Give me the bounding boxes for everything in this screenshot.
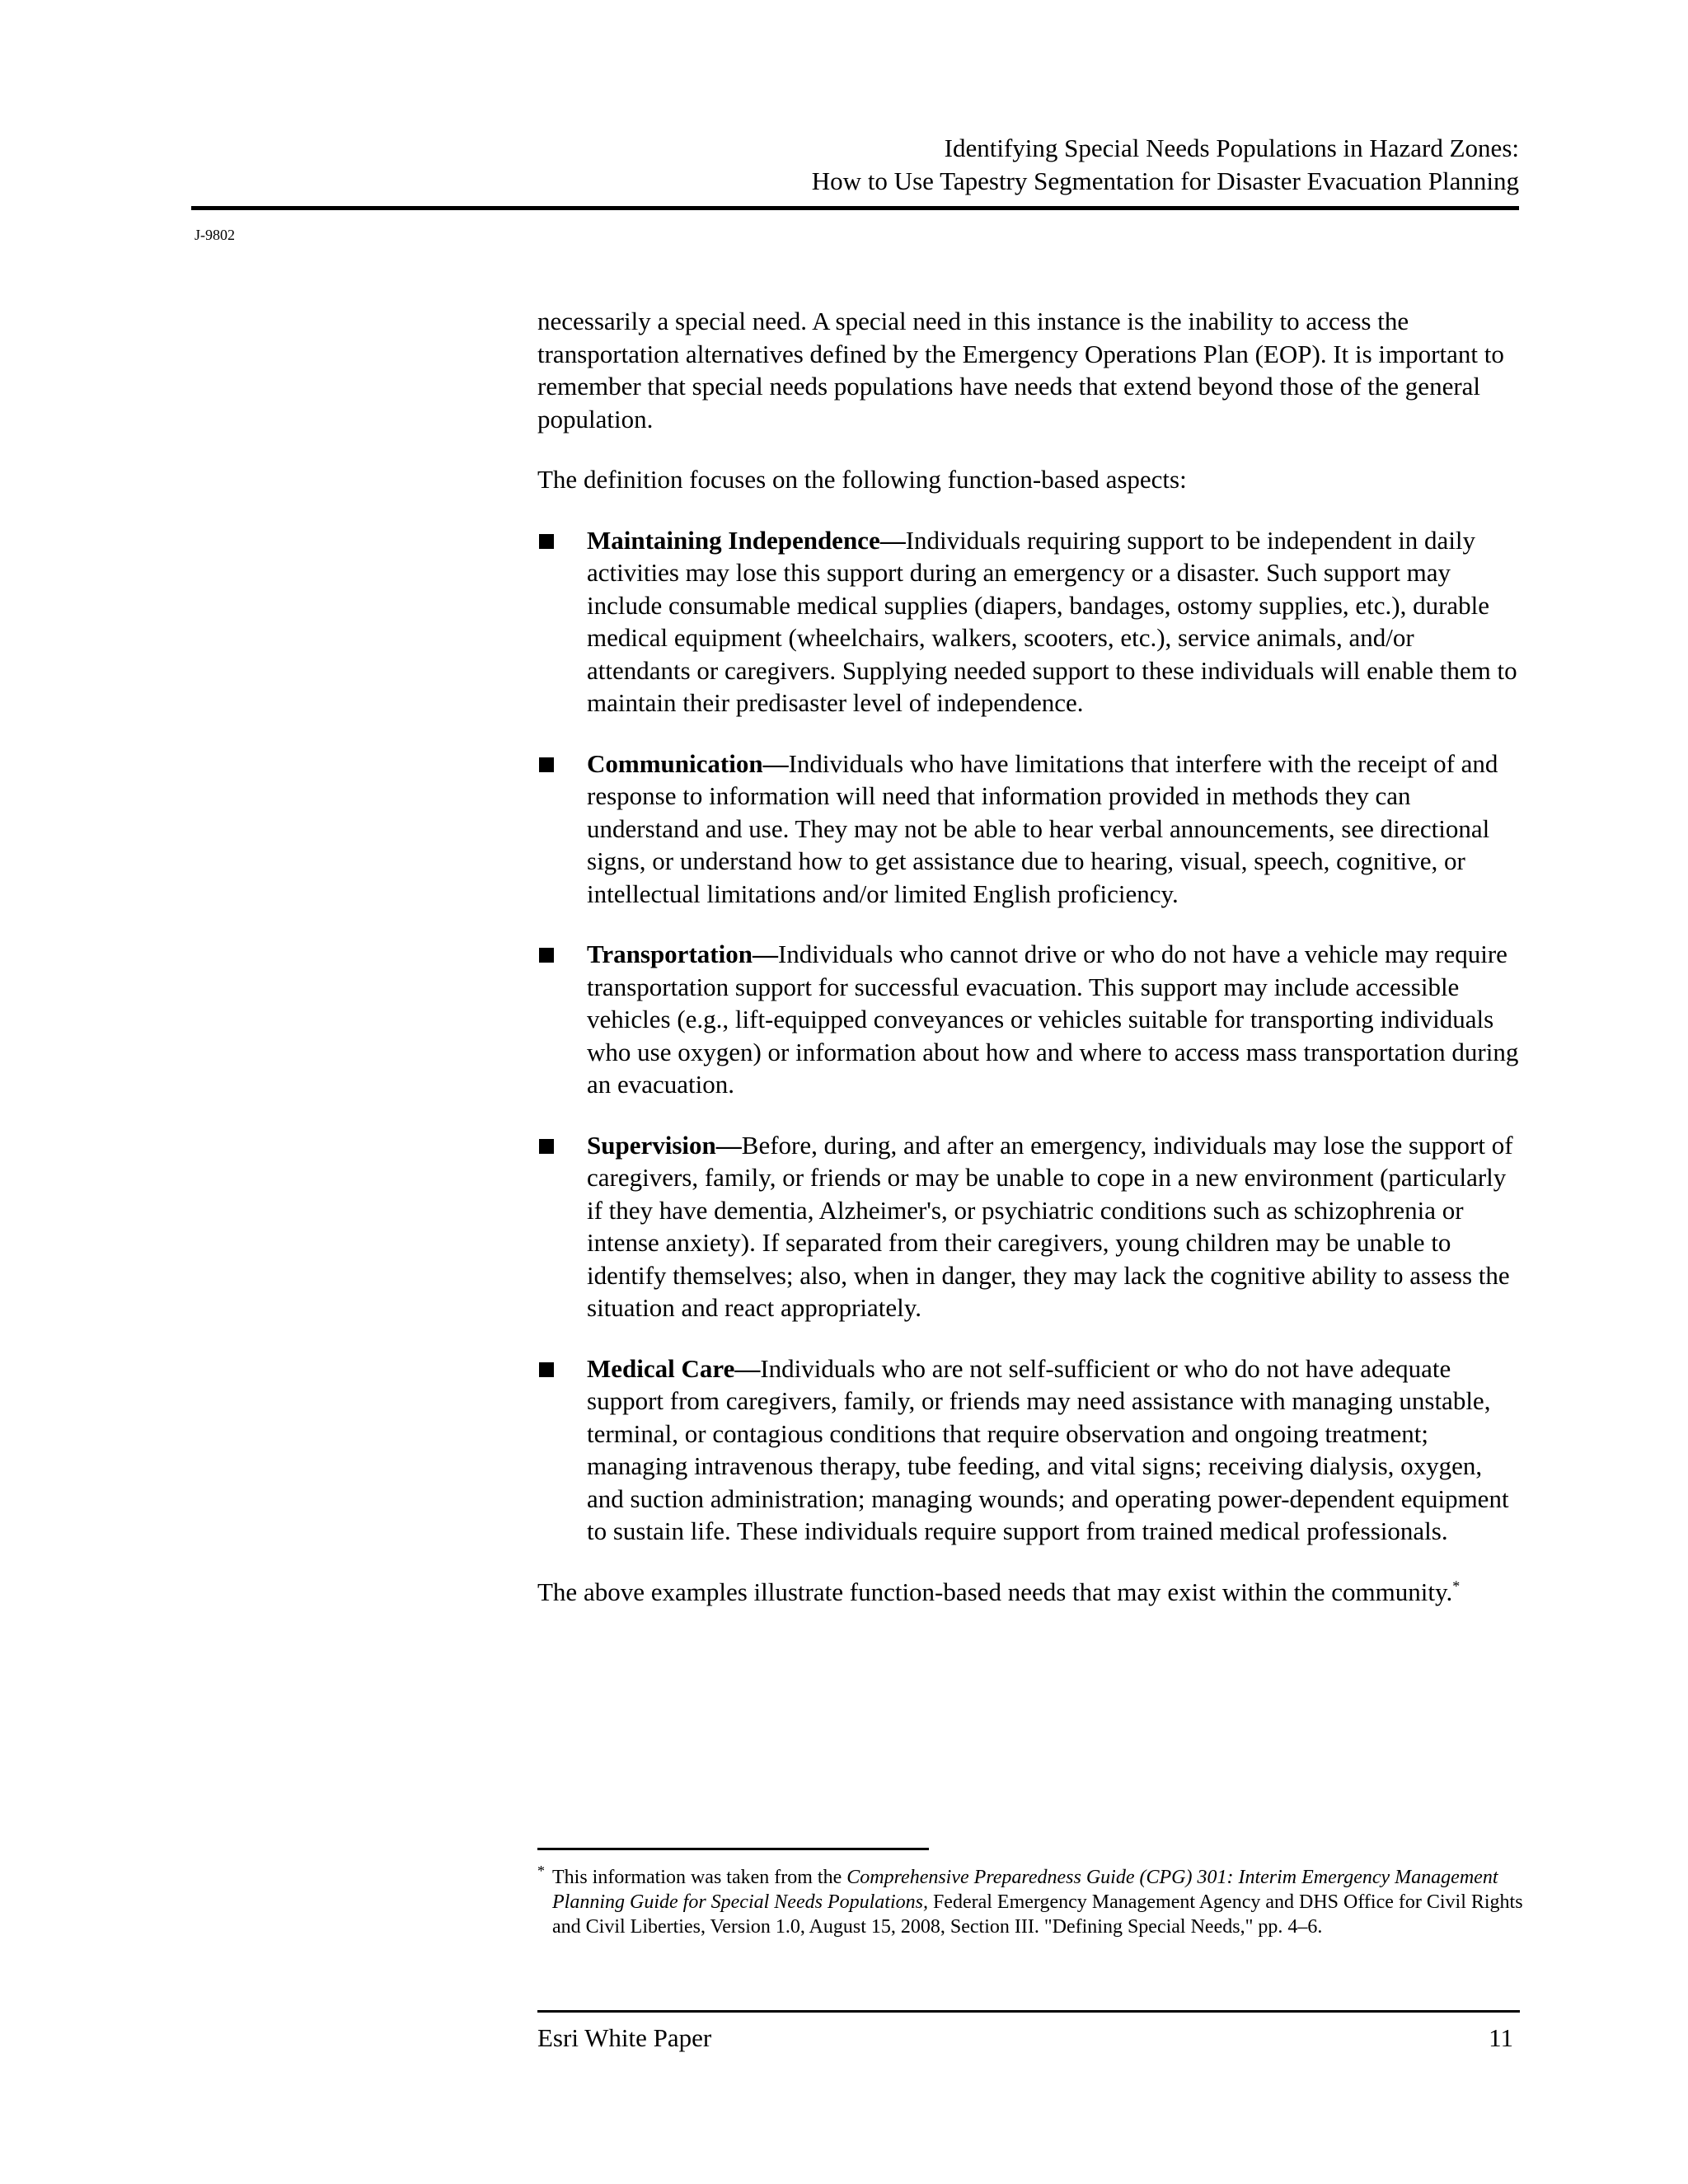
page-number: 11 (1489, 2023, 1513, 2052)
bullet-text: Individuals requiring support to be independent in daily activities may lose this support during an emergency or a disaster. Such support may include consumable medical supplies (diapers, bandages, ostomy supplies, etc.), durable medical equipment (wheelchairs, walkers, scooters, etc.), service animals, and/or attendants or caregivers. Supplying needed support to these individuals will enable them to maintain their predisaster level of independence. (587, 525, 1517, 717)
bullet-term: Communication— (587, 748, 789, 778)
closing-text: The above examples illustrate function-based needs that may exist within the community. (537, 1577, 1453, 1606)
bullet-text: Individuals who are not self-sufficient or who do not have adequate support from caregivers, family, or friends may need assistance with managing unstable, terminal, or contagious conditions that require observation and ongoing treatment; managing intravenous therapy, tube feeding, and vital signs; receiving dialysis, oxygen, and suction administration; managing wounds; and operating power-dependent equipment to sustain life. These individuals require support from trained medical professionals. (587, 1353, 1509, 1545)
header-divider (191, 206, 1519, 210)
bullet-text: Before, during, and after an emergency, individuals may lose the support of caregivers, family, or friends or may be unable to cope in a new environment (particularly if they have dementia, Alzheimer's, or psychiatric conditions such as schizophrenia or intense anxiety). If separated from their caregivers, young children may be unable to identify themselves; also, when in danger, they may lack the cognitive ability to assess the situation and react appropriately. (587, 1130, 1513, 1322)
footnote-suffix: Federal Emergency Management Agency and DHS Office for Civil Rights and Civil Liberties, Version 1.0, August 15, 2008, Section III. "Defining Special Needs," pp. 4–6. (552, 1891, 1523, 1938)
footnote (537, 1865, 1523, 1939)
intro-paragraph: necessarily a special need. A special need in this instance is the inability to access the transportation alternatives defined by the Emergency Operations Plan (EOP). It is important to remember that special needs populations have needs that extend beyond those of the general population. (537, 307, 1504, 434)
footer-divider (537, 2010, 1520, 2013)
footnote-mark: * (537, 1863, 545, 1879)
square-bullet-icon (539, 757, 554, 772)
footnote-source-title: Comprehensive Preparedness Guide (CPG) 301: Interim Emergency Management Planning Guide for Special Needs Populations, (552, 1867, 1498, 1913)
square-bullet-icon (539, 948, 554, 963)
footnote-reference[interactable]: * (1452, 1577, 1461, 1595)
bullet-term: Medical Care— (587, 1353, 761, 1383)
page-header (448, 132, 1519, 198)
footnote-divider (537, 1848, 929, 1850)
document-id: J-9802 (195, 227, 235, 243)
list-item (537, 1129, 1523, 1324)
bullet-text: Individuals who have limitations that interfere with the receipt of and response to information will need that information provided in methods they can understand and use. They may not be able to hear verbal announcements, see directional signs, or understand how to get assistance due to hearing, visual, speech, cognitive, or intellectual limitations and/or limited English proficiency. (587, 748, 1498, 908)
bullet-term: Maintaining Independence— (587, 525, 906, 555)
bullet-term: Supervision— (587, 1130, 742, 1160)
body-text (537, 305, 1523, 1636)
bullet-term: Transportation— (587, 940, 778, 968)
list-item (537, 1352, 1523, 1548)
square-bullet-icon (539, 1362, 554, 1377)
footnote-text (537, 1865, 1523, 1939)
closing-paragraph (537, 1576, 1523, 1609)
footer-publication: Esri White Paper (537, 2023, 712, 2052)
list-item (537, 748, 1523, 911)
list-item (537, 938, 1523, 1101)
list-item (537, 524, 1523, 719)
footnote-prefix: This information was taken from the (552, 1867, 847, 1888)
bullet-text: Individuals who cannot drive or who do not have a vehicle may require transportation support for successful evacuation. This support may include accessible vehicles (e.g., lift-equipped conveyances or vehicles suitable for transporting individuals who use oxygen) or information about how and where to access mass transportation during an evacuation. (587, 940, 1519, 1099)
header-title-line1: Identifying Special Needs Populations in Hazard Zones: (944, 134, 1519, 162)
square-bullet-icon (539, 534, 554, 549)
lead-paragraph: The definition focuses on the following function-based aspects: (537, 465, 1187, 494)
square-bullet-icon (539, 1139, 554, 1154)
header-title-line2: How to Use Tapestry Segmentation for Disaster Evacuation Planning (811, 166, 1519, 195)
bullet-list (537, 524, 1523, 1548)
